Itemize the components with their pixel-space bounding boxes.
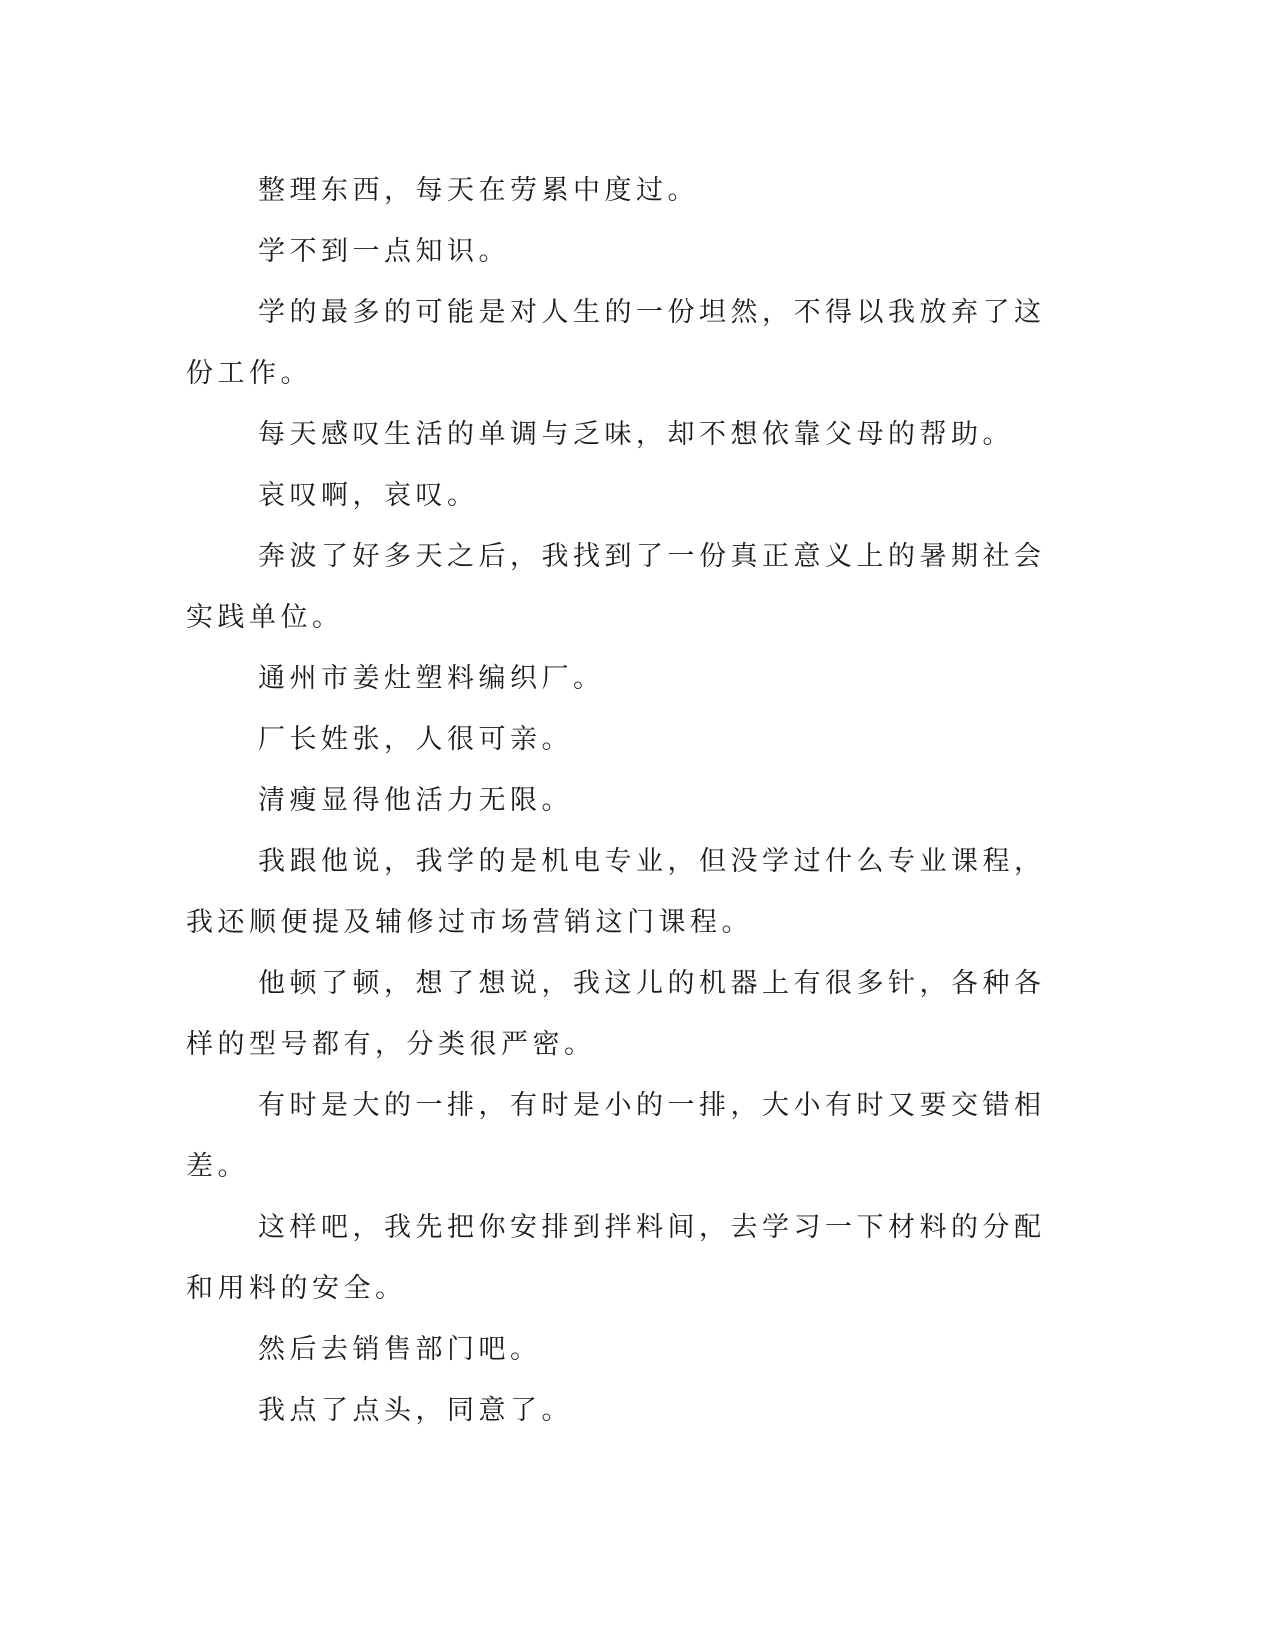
paragraph: 通州市姜灶塑料编织厂。 — [258, 663, 605, 694]
paragraph: 哀叹啊，哀叹。 — [258, 480, 479, 511]
paragraph: 奔波了好多天之后，我找到了一份真正意义上的暑期社会实践单位。 — [186, 541, 1046, 633]
paragraph: 厂长姓张，人很可亲。 — [258, 724, 573, 755]
paragraph: 整理东西，每天在劳累中度过。 — [258, 175, 699, 206]
paragraph: 他顿了顿，想了想说，我这儿的机器上有很多针，各种各样的型号都有，分类很严密。 — [186, 968, 1046, 1060]
paragraph: 这样吧，我先把你安排到拌料间，去学习一下材料的分配和用料的安全。 — [186, 1212, 1046, 1304]
paragraph: 清瘦显得他活力无限。 — [258, 785, 573, 816]
paragraph: 我跟他说，我学的是机电专业，但没学过什么专业课程，我还顺便提及辅修过市场营销这门课程。 — [186, 846, 1046, 938]
paragraph: 我点了点头，同意了。 — [258, 1395, 573, 1426]
paragraph: 学不到一点知识。 — [258, 236, 510, 267]
paragraph: 学的最多的可能是对人生的一份坦然，不得以我放弃了这份工作。 — [186, 297, 1046, 389]
paragraph: 每天感叹生活的单调与乏味，却不想依靠父母的帮助。 — [258, 419, 1014, 450]
paragraph: 有时是大的一排，有时是小的一排，大小有时又要交错相差。 — [186, 1090, 1046, 1182]
paragraph: 然后去销售部门吧。 — [258, 1334, 542, 1365]
document-body — [186, 160, 1066, 1441]
